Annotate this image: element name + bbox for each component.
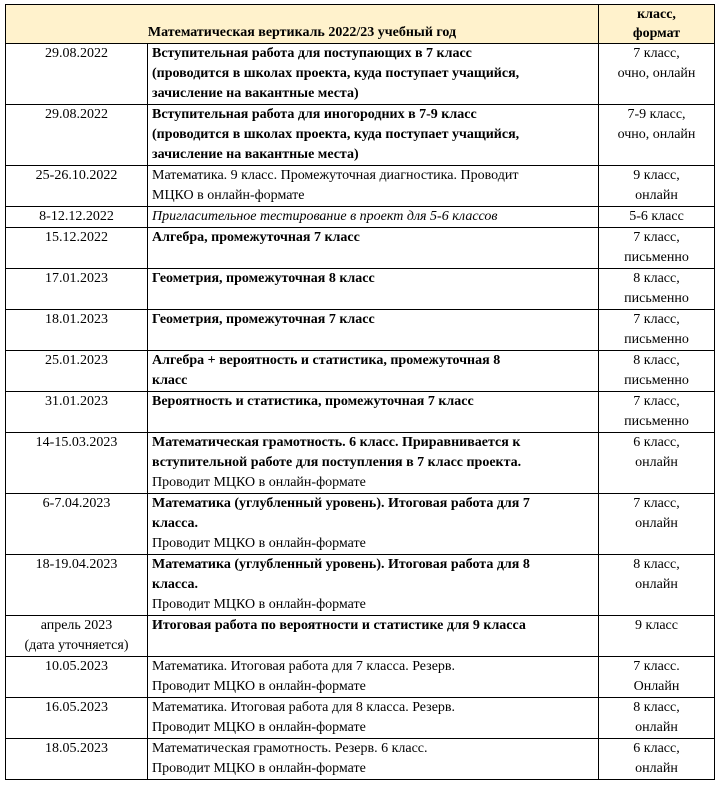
format-cell [599,392,715,433]
format-text: письменно [624,373,689,388]
format-text: очно, онлайн [617,66,696,81]
event-cell [148,433,599,494]
event-note-text: Проводит МЦКО в онлайн-формате [152,475,366,490]
event-cell [148,739,599,780]
event-cell [148,105,599,166]
header-row [6,5,715,44]
schedule-table [5,4,715,780]
date-text: 25.01.2023 [45,353,108,368]
format-text: 8 класс, [633,353,680,368]
table-row [6,207,715,228]
format-cell [599,494,715,555]
date-cell [6,105,148,166]
event-cell [148,207,599,228]
format-cell [599,207,715,228]
format-text: 7 класс, [633,46,680,61]
format-text: письменно [624,250,689,265]
format-text: 7 класс, [633,312,680,327]
date-cell [6,657,148,698]
event-cell [148,228,599,269]
event-text: Математическая грамотность. Резерв. 6 класс. [152,741,428,756]
event-text: Вступительная работа для поступающих в 7 класс [152,46,472,61]
date-cell [6,207,148,228]
date-text: 8-12.12.2022 [39,209,114,224]
event-text: Проводит МЦКО в онлайн-формате [152,720,366,735]
format-cell [599,351,715,392]
date-text: (дата уточняется) [24,638,129,653]
event-title-text: Математика (углубленный уровень). Итоговая работа для 8 [152,557,530,572]
event-title-text: класса. [152,577,199,592]
format-text: 6 класс, [633,435,680,450]
event-text: Математика. 9 класс. Промежуточная диагностика. Проводит [152,168,519,183]
date-cell [6,555,148,616]
format-cell [599,657,715,698]
format-header-line: формат [632,26,681,41]
table-row [6,433,715,494]
table-row [6,555,715,616]
event-text: Математика. Итоговая работа для 8 класса. Резерв. [152,700,456,715]
date-cell [6,494,148,555]
event-note-text: Проводит МЦКО в онлайн-формате [152,597,366,612]
format-text: онлайн [635,720,678,735]
event-cell [148,494,599,555]
table-row [6,44,715,105]
table-row [6,392,715,433]
event-cell [148,310,599,351]
date-text: 16.05.2023 [45,700,108,715]
date-cell [6,228,148,269]
event-text: (проводится в школах проекта, куда поступает учащийся, [152,66,520,81]
date-text: 25-26.10.2022 [35,168,118,183]
format-text: 8 класс, [633,557,680,572]
format-text: очно, онлайн [617,127,696,142]
event-text: Алгебра, промежуточная 7 класс [152,230,360,245]
event-cell [148,351,599,392]
format-text: 9 класс, [633,168,680,183]
table-row [6,657,715,698]
event-title-text: Математика (углубленный уровень). Итоговая работа для 7 [152,496,530,511]
event-text: Математика. Итоговая работа для 7 класса. Резерв. [152,659,456,674]
format-text: 9 класс [635,618,678,633]
date-cell [6,433,148,494]
date-text: 10.05.2023 [45,659,108,674]
event-text: Пригласительное тестирование в проект для 5-6 классов [152,209,498,224]
format-text: онлайн [635,188,678,203]
date-text: апрель 2023 [40,618,113,633]
event-cell [148,166,599,207]
event-cell [148,44,599,105]
date-cell [6,739,148,780]
event-text: Вступительная работа для иногородних в 7-9 класс [152,107,477,122]
format-text: онлайн [635,516,678,531]
format-cell [599,616,715,657]
table-row [6,739,715,780]
date-text: 17.01.2023 [45,271,108,286]
event-text: класс [152,373,188,388]
event-text: Итоговая работа по вероятности и статистике для 9 класса [152,618,526,633]
event-text: Геометрия, промежуточная 7 класс [152,312,375,327]
format-text: письменно [624,332,689,347]
event-text: (проводится в школах проекта, куда поступает учащийся, [152,127,520,142]
date-cell [6,351,148,392]
event-text: зачисление на вакантные места) [152,86,359,101]
table-row [6,228,715,269]
format-text: 8 класс, [633,700,680,715]
table-row [6,494,715,555]
event-note-text: Проводит МЦКО в онлайн-формате [152,536,366,551]
format-cell [599,269,715,310]
event-text: зачисление на вакантные места) [152,147,359,162]
format-cell [599,739,715,780]
format-text: 7 класс. [633,659,680,674]
format-cell [599,698,715,739]
table-row [6,310,715,351]
date-cell [6,166,148,207]
event-cell [148,657,599,698]
date-text: 15.12.2022 [45,230,108,245]
event-text: Вероятность и статистика, промежуточная 7 класс [152,394,474,409]
format-text: онлайн [635,455,678,470]
table-row [6,616,715,657]
format-cell [599,310,715,351]
event-text: Геометрия, промежуточная 8 класс [152,271,375,286]
format-text: онлайн [635,761,678,776]
format-cell [599,166,715,207]
date-text: 18.05.2023 [45,741,108,756]
event-text: Алгебра + вероятность и статистика, промежуточная 8 [152,353,501,368]
date-text: 29.08.2022 [45,46,108,61]
date-cell [6,269,148,310]
format-text: Онлайн [633,679,680,694]
format-text: 7-9 класс, [627,107,686,122]
event-text: Проводит МЦКО в онлайн-формате [152,679,366,694]
event-title-text: Математическая грамотность. 6 класс. Приравнивается к [152,435,521,450]
format-cell [599,433,715,494]
event-text: Проводит МЦКО в онлайн-формате [152,761,366,776]
table-row [6,166,715,207]
date-text: 18.01.2023 [45,312,108,327]
date-cell [6,44,148,105]
format-text: письменно [624,414,689,429]
event-title-text: вступительной работе для поступления в 7 класс проекта. [152,455,522,470]
event-cell [148,616,599,657]
format-cell [599,44,715,105]
format-column-header [599,5,715,44]
format-text: онлайн [635,577,678,592]
date-cell [6,392,148,433]
date-text: 31.01.2023 [45,394,108,409]
format-text: 7 класс, [633,394,680,409]
format-header-line: класс, [637,7,676,22]
table-row [6,698,715,739]
format-cell [599,555,715,616]
event-title-text: класса. [152,516,199,531]
date-cell [6,310,148,351]
event-cell [148,555,599,616]
event-cell [148,698,599,739]
date-text: 18-19.04.2023 [35,557,118,572]
table-row [6,351,715,392]
event-text: МЦКО в онлайн-формате [152,188,305,203]
date-text: 29.08.2022 [45,107,108,122]
format-cell [599,105,715,166]
schedule-body [6,44,715,780]
format-text: 5-6 класс [629,209,684,224]
format-text: 7 класс, [633,496,680,511]
table-row [6,269,715,310]
event-cell [148,392,599,433]
table-row [6,105,715,166]
format-text: 7 класс, [633,230,680,245]
event-cell [148,269,599,310]
format-text: письменно [624,291,689,306]
date-text: 14-15.03.2023 [35,435,118,450]
format-cell [599,228,715,269]
date-cell [6,616,148,657]
table-title: Математическая вертикаль 2022/23 учебный год [6,5,599,44]
format-text: 8 класс, [633,271,680,286]
format-text: 6 класс, [633,741,680,756]
date-cell [6,698,148,739]
date-text: 6-7.04.2023 [42,496,111,511]
